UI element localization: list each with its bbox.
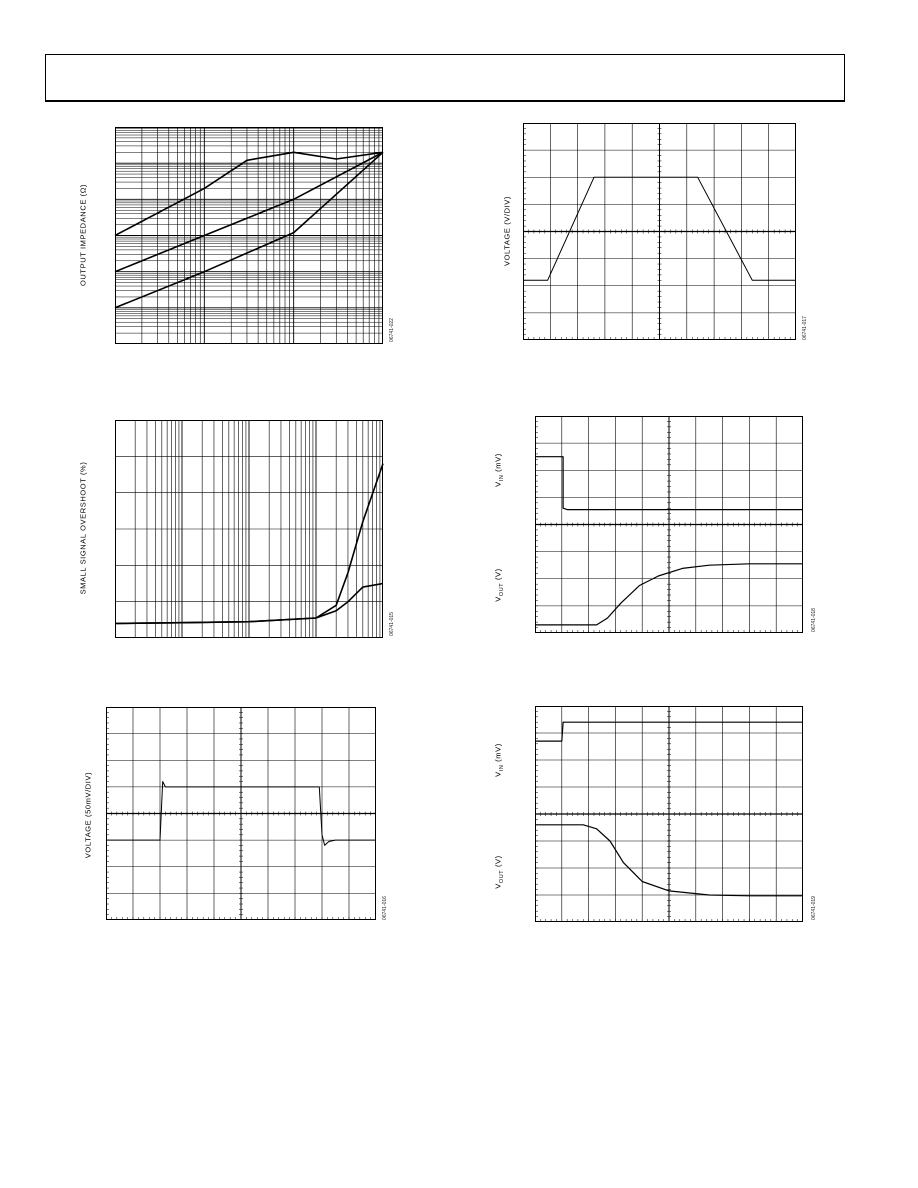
- figure-code: 06741-022: [389, 318, 395, 342]
- output-impedance-chart: [115, 127, 383, 344]
- vout-y-label: $V_{OUT}$ (V): [493, 855, 505, 889]
- small-signal-overshoot-chart: [115, 420, 383, 638]
- figure-code: 06741-018: [811, 608, 817, 632]
- vin-y-label: $V_{IN}$ (mV): [493, 743, 505, 777]
- vin-vout-rise-chart: [535, 416, 803, 633]
- series-line-3: [115, 152, 383, 307]
- output-impedance-y-label: OUTPUT IMPEDANCE (Ω): [78, 183, 88, 287]
- figure-code: 06741-015: [389, 612, 395, 636]
- vin-y-label: $V_{IN}$ (mV): [493, 453, 505, 487]
- vin-vout-fall-chart: [535, 706, 803, 922]
- voltage-vdiv-chart: [523, 123, 796, 340]
- voltage-50mv-chart: [106, 707, 376, 920]
- voltage-50mv-y-label: VOLTAGE (50mV/DIV): [83, 771, 93, 859]
- figure-code: 06741-019: [811, 896, 817, 920]
- page-header-box: [45, 54, 845, 102]
- figure-code: 06741-016: [382, 896, 388, 920]
- small-signal-overshoot-y-label: SMALL SIGNAL OVERSHOOT (%): [78, 461, 88, 595]
- voltage-vdiv-y-label: VOLTAGE (V/DIV): [502, 196, 512, 266]
- vout-y-label: $V_{OUT}$ (V): [493, 568, 505, 602]
- figure-code: 06741-017: [802, 316, 808, 340]
- series-line-2: [115, 152, 383, 271]
